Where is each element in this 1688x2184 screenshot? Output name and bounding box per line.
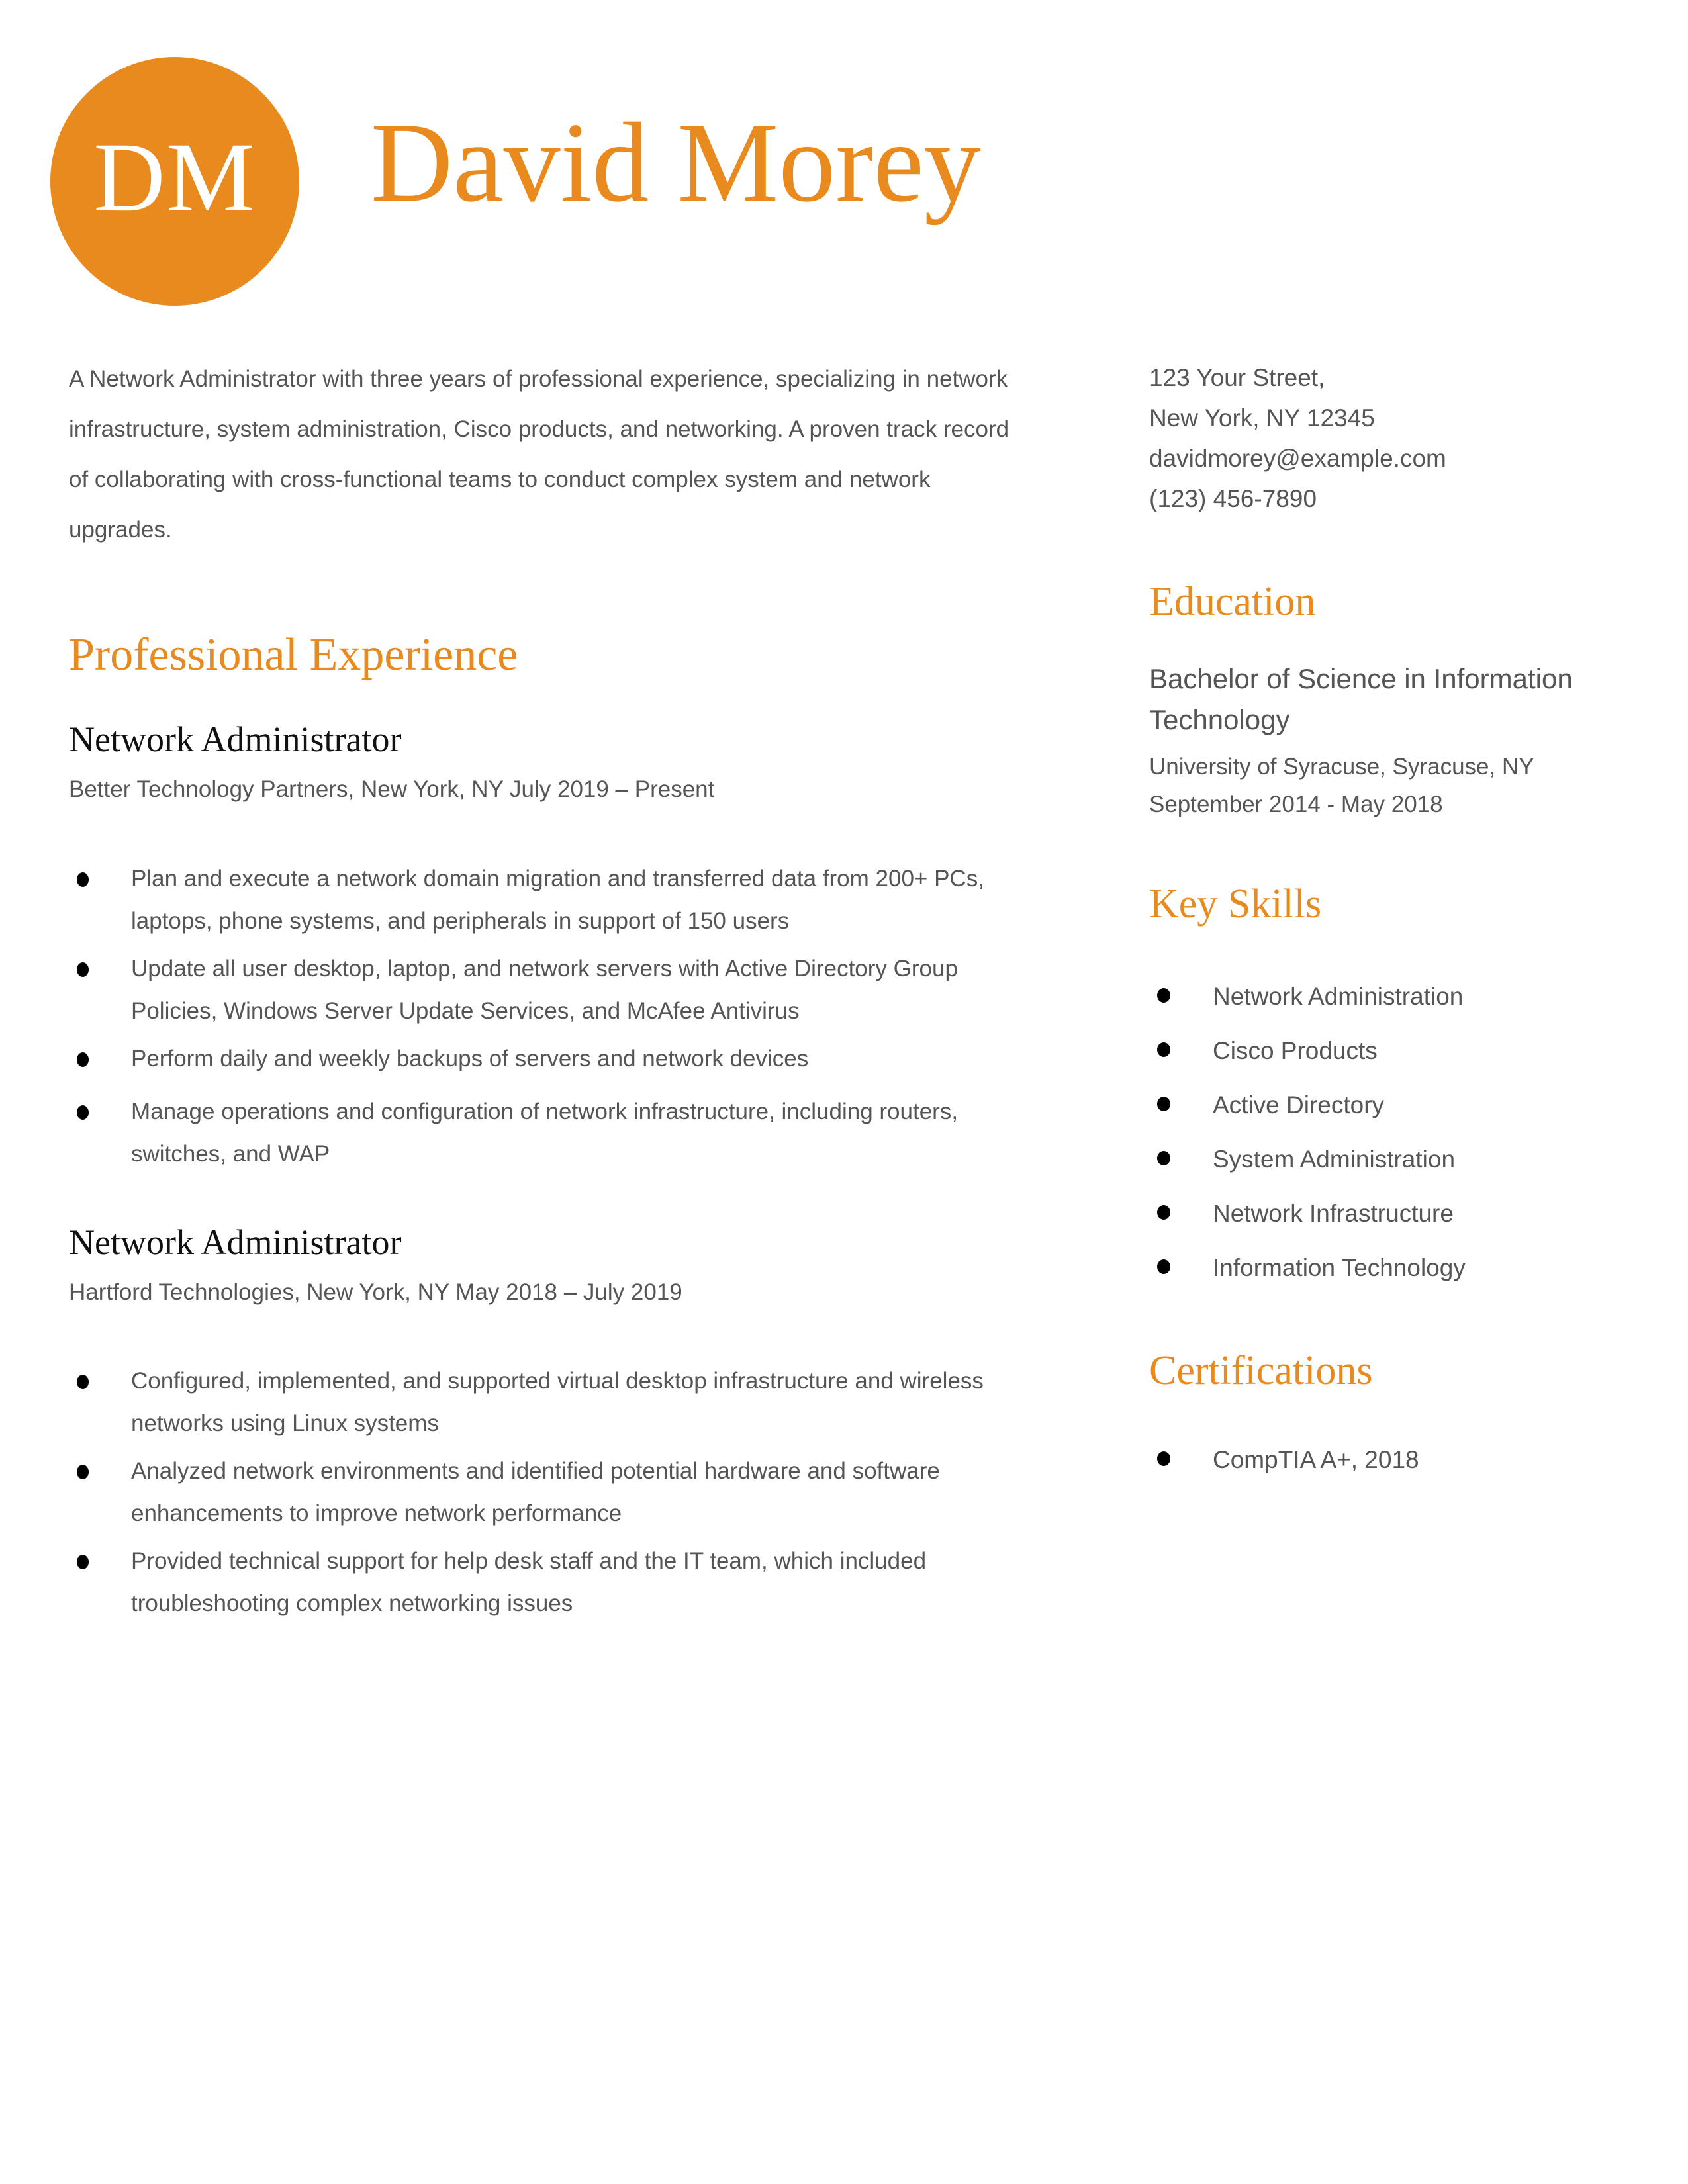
- skills-list: [1149, 970, 1466, 1295]
- bullet-icon: [1157, 1451, 1170, 1466]
- list-item: [1149, 1132, 1466, 1187]
- contact-email[interactable]: davidmorey@example.com: [1149, 445, 1446, 472]
- certification-label: CompTIA A+, 2018: [1213, 1446, 1419, 1473]
- list-item: [69, 1038, 1049, 1080]
- skill-label: Active Directory: [1213, 1091, 1385, 1118]
- bullet-text: Configured, implemented, and supported virtual desktop infrastructure and wireless networks using Linux systems: [131, 1368, 984, 1436]
- list-item: [1149, 1078, 1466, 1132]
- list-item: [69, 948, 1049, 1032]
- list-item: [69, 1360, 1049, 1445]
- job-bullets: [69, 858, 1049, 1181]
- skill-label: Information Technology: [1213, 1254, 1466, 1281]
- education-dates: September 2014 - May 2018: [1149, 792, 1443, 817]
- job-bullets: [69, 1360, 1049, 1630]
- skill-label: Network Infrastructure: [1213, 1200, 1454, 1227]
- bullet-text: Update all user desktop, laptop, and network servers with Active Directory Group Policies, Windows Server Update Services, and McAfee Antivirus: [131, 956, 958, 1024]
- list-item: [1149, 1241, 1466, 1295]
- section-title-education: Education: [1149, 579, 1316, 624]
- skill-label: System Administration: [1213, 1146, 1456, 1173]
- contact-city: New York, NY 12345: [1149, 404, 1375, 432]
- list-item: [1149, 970, 1466, 1024]
- candidate-name: David Morey: [371, 100, 981, 226]
- bullet-icon: [77, 1555, 89, 1569]
- bullet-text: Perform daily and weekly backups of servers and network devices: [131, 1046, 809, 1071]
- contact-info: [1149, 357, 1446, 519]
- list-item: [1149, 1024, 1466, 1078]
- bullet-icon: [1157, 1205, 1170, 1220]
- job-title: Network Administrator: [69, 1222, 402, 1262]
- contact-phone: (123) 456-7890: [1149, 485, 1317, 512]
- bullet-text: Provided technical support for help desk staff and the IT team, which included troubleshooting complex networking issues: [131, 1548, 927, 1616]
- section-title-experience: Professional Experience: [69, 629, 518, 680]
- education-details: [1149, 748, 1534, 823]
- bullet-text: Manage operations and configuration of network infrastructure, including routers, switches, and WAP: [131, 1099, 959, 1167]
- section-title-skills: Key Skills: [1149, 882, 1322, 927]
- bullet-icon: [77, 1465, 89, 1479]
- bullet-icon: [77, 1105, 89, 1120]
- monogram-badge: [50, 57, 299, 306]
- skill-label: Network Administration: [1213, 983, 1464, 1010]
- professional-summary: A Network Administrator with three years of professional experience, specializing in network infrastructure, system administration, Cisco products, and networking. A proven track record of collaborating with cross-functional teams to conduct complex system and network upgrades.: [69, 366, 1009, 543]
- bullet-text: Analyzed network environments and identified potential hardware and software enhancements to improve network performance: [131, 1458, 940, 1526]
- section-title-certifications: Certifications: [1149, 1348, 1373, 1393]
- bullet-icon: [1157, 988, 1170, 1003]
- certifications-list: [1149, 1433, 1419, 1487]
- bullet-icon: [1157, 1259, 1170, 1274]
- job-title: Network Administrator: [69, 719, 402, 759]
- bullet-icon: [77, 962, 89, 977]
- list-item: [69, 1091, 1049, 1175]
- bullet-icon: [77, 1375, 89, 1389]
- list-item: [1149, 1187, 1466, 1241]
- education-school: University of Syracuse, Syracuse, NY: [1149, 754, 1534, 780]
- bullet-text: Plan and execute a network domain migration and transferred data from 200+ PCs, laptops, phone systems, and peripherals in support of 150 users: [131, 866, 984, 934]
- bullet-icon: [1157, 1097, 1170, 1111]
- monogram-initials: DM: [93, 122, 256, 232]
- bullet-icon: [1157, 1042, 1170, 1057]
- list-item: [69, 858, 1049, 942]
- list-item: [69, 1540, 1049, 1625]
- bullet-icon: [77, 1052, 89, 1067]
- bullet-icon: [77, 872, 89, 887]
- list-item: [69, 1450, 1049, 1535]
- job-meta: Better Technology Partners, New York, NY July 2019 – Present: [69, 776, 715, 802]
- list-item: [1149, 1433, 1419, 1487]
- contact-street: 123 Your Street,: [1149, 364, 1325, 391]
- skill-label: Cisco Products: [1213, 1037, 1378, 1064]
- job-meta: Hartford Technologies, New York, NY May 2018 – July 2019: [69, 1279, 682, 1305]
- education-degree: Bachelor of Science in Information Technology: [1149, 663, 1573, 735]
- bullet-icon: [1157, 1151, 1170, 1165]
